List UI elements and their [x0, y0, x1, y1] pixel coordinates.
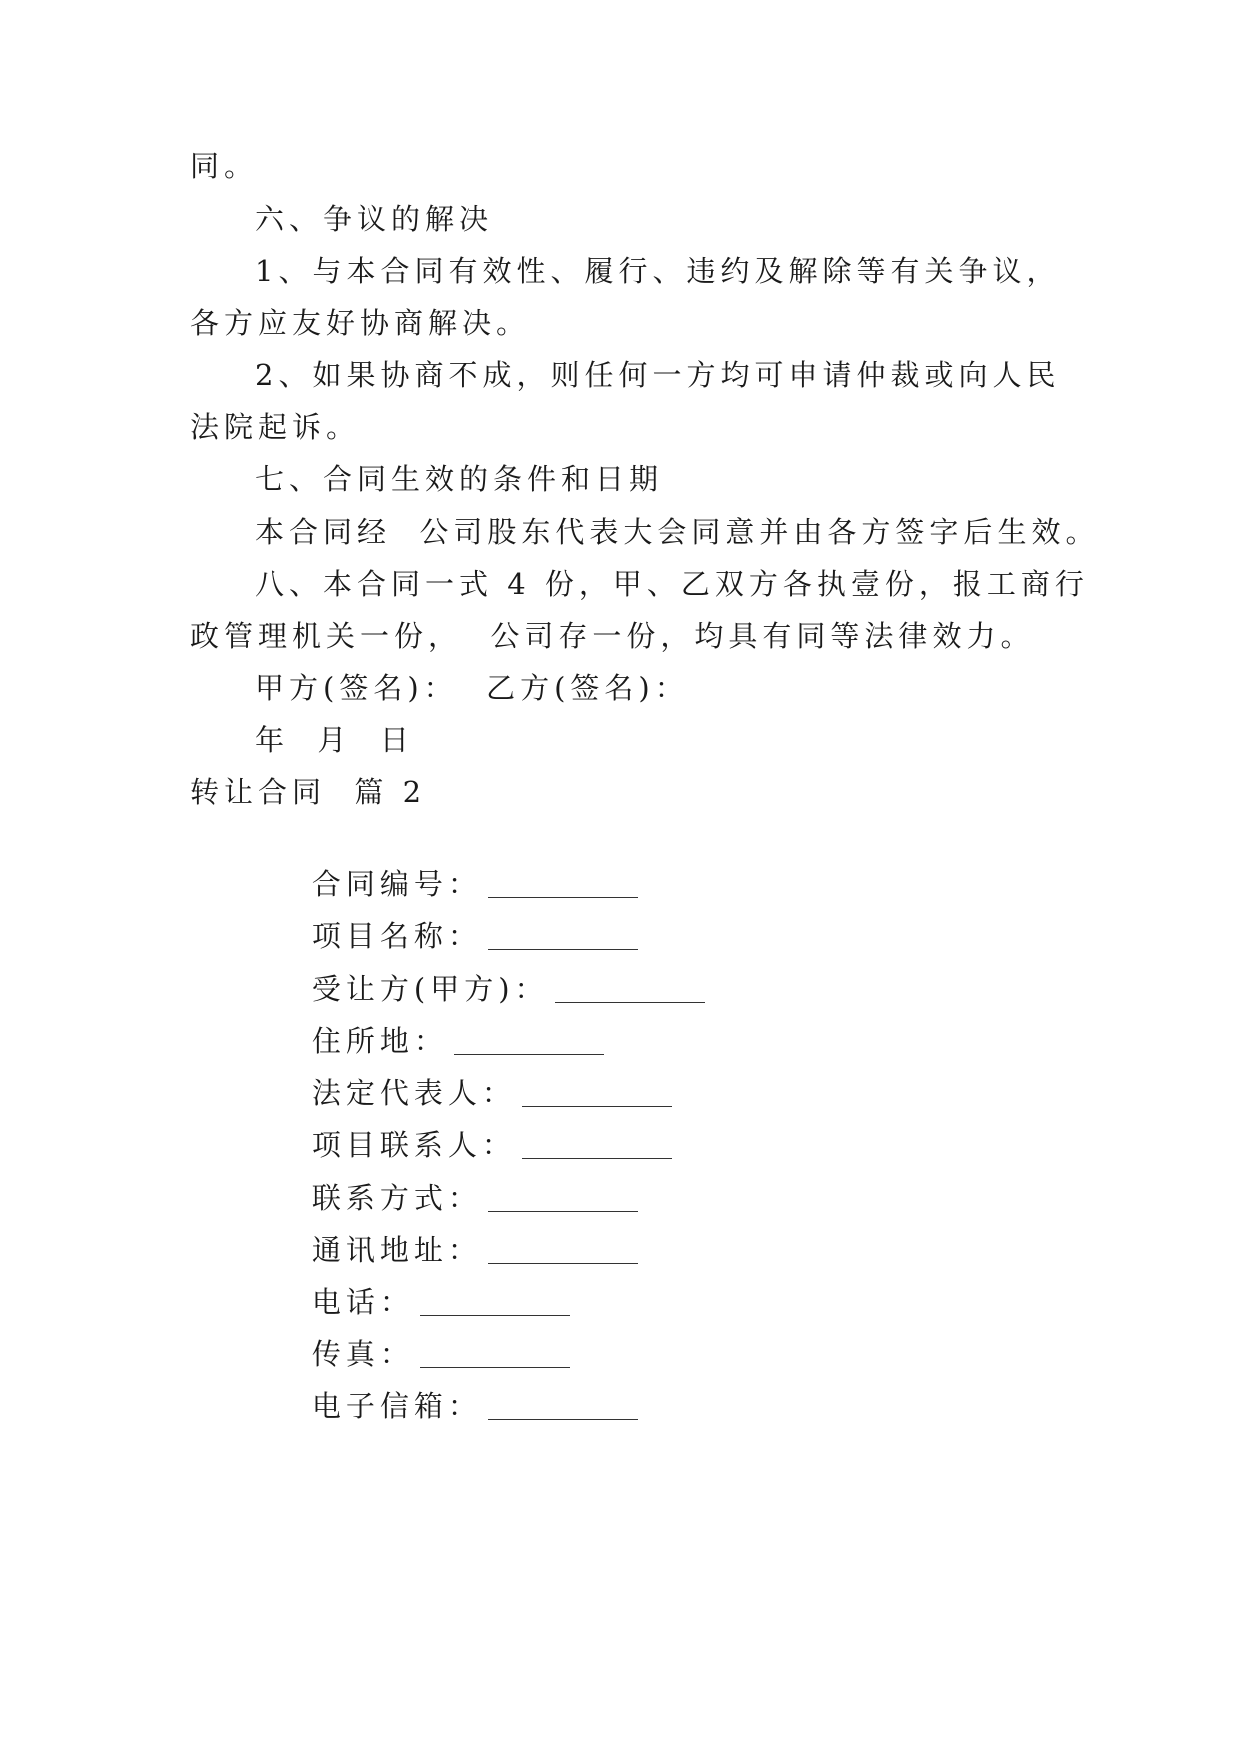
- field-label: 合同编号：: [311, 867, 482, 901]
- field-label: 受让方(甲方)：: [311, 972, 549, 1006]
- date-line: 年 月 日: [255, 723, 414, 757]
- form-field: [255, 824, 638, 901]
- form-field: [255, 1138, 638, 1215]
- blank-underline: [488, 1395, 638, 1420]
- form-field: [255, 1242, 570, 1319]
- signature-line: 甲方(签名)： 乙方(签名)：: [255, 671, 689, 705]
- paragraph-line: 2、如果协商不成，则任何一方均可申请仲裁或向人民: [255, 358, 1061, 392]
- section-heading: 七、合同生效的条件和日期: [255, 462, 664, 496]
- field-label: 电话：: [311, 1285, 414, 1319]
- paragraph-line: 政管理机关一份， 公司存一份，均具有同等法律效力。: [190, 619, 1035, 653]
- field-label: 法定代表人：: [311, 1076, 516, 1110]
- field-label: 电子信箱：: [311, 1389, 482, 1423]
- field-label: 通讯地址：: [311, 1233, 482, 1267]
- form-field: [255, 1033, 672, 1110]
- contract-title: 转让合同 篇 2: [190, 775, 427, 809]
- paragraph-line: 法院起诉。: [190, 410, 361, 444]
- field-label: 传真：: [311, 1337, 414, 1371]
- paragraph-line: 八、本合同一式 4 份，甲、乙双方各执壹份，报工商行: [255, 567, 1089, 601]
- form-field: [255, 1294, 570, 1371]
- paragraph-line: 各方应友好协商解决。: [190, 306, 531, 340]
- paragraph-line: 本合同经 公司股东代表大会同意并由各方签字后生效。: [255, 515, 1100, 549]
- paragraph-line: 1、与本合同有效性、履行、违约及解除等有关争议，: [255, 254, 1061, 288]
- form-field: [255, 876, 638, 953]
- field-label: 住所地：: [311, 1024, 448, 1058]
- form-field: [255, 1190, 638, 1267]
- field-label: 联系方式：: [311, 1181, 482, 1215]
- form-field: [255, 929, 705, 1006]
- form-field: [255, 1346, 638, 1423]
- field-label: 项目名称：: [311, 919, 482, 953]
- form-field: [255, 1085, 672, 1162]
- form-field: [255, 981, 604, 1058]
- field-label: 项目联系人：: [311, 1128, 516, 1162]
- paragraph-line: 同。: [190, 149, 259, 183]
- section-heading: 六、争议的解决: [255, 202, 494, 236]
